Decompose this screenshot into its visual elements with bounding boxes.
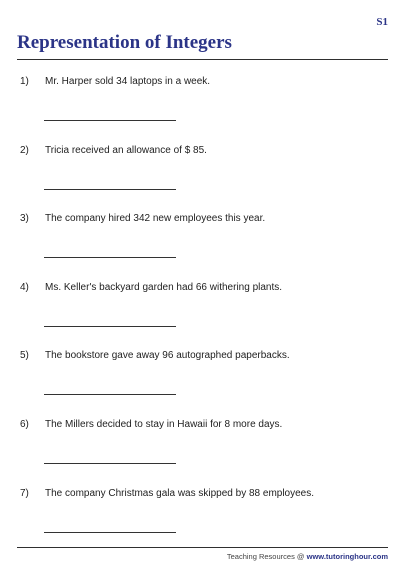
top-divider [17,59,388,60]
question-number: 5) [20,350,29,361]
question-text: Ms. Keller's backyard garden had 66 withering plants. [45,282,283,293]
question-2 [20,145,390,205]
question-1 [20,76,390,136]
footer-site-link[interactable]: www.tutoringhour.com [306,552,388,561]
page-title: Representation of Integers [17,32,232,53]
question-text: The Millers decided to stay in Hawaii for 8 more days. [45,419,283,430]
question-text: Mr. Harper sold 34 laptops in a week. [45,76,211,87]
question-text: The company hired 342 new employees this year. [45,213,266,224]
answer-line[interactable] [44,326,176,327]
question-number: 7) [20,488,29,499]
question-number: 1) [20,76,29,87]
question-3 [20,213,390,273]
question-text: The company Christmas gala was skipped by 88 employees. [45,488,315,499]
bottom-divider [17,547,388,548]
answer-line[interactable] [44,189,176,190]
question-4 [20,282,390,342]
question-text: Tricia received an allowance of $ 85. [45,145,207,156]
question-number: 4) [20,282,29,293]
answer-line[interactable] [44,394,176,395]
answer-line[interactable] [44,257,176,258]
question-5 [20,350,390,410]
question-number: 2) [20,145,29,156]
answer-line[interactable] [44,532,176,533]
footer-prefix: Teaching Resources @ [226,552,307,561]
question-7 [20,488,390,548]
answer-line[interactable] [44,463,176,464]
answer-line[interactable] [44,120,176,121]
sheet-code: S1 [376,16,388,28]
question-number: 6) [20,419,29,430]
question-number: 3) [20,213,29,224]
question-text: The bookstore gave away 96 autographed paperbacks. [45,350,290,361]
question-6 [20,419,390,479]
footer [227,552,388,561]
